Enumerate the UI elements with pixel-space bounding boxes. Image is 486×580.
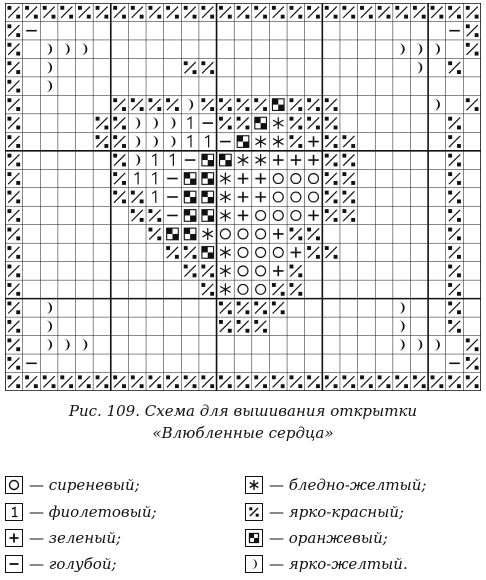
- legend-text: — бледно-желтый;: [269, 476, 427, 494]
- legend-item-orange: [245, 529, 388, 547]
- legend-text: — голубой;: [29, 555, 117, 573]
- symbol-legend: [0, 470, 486, 578]
- embroidery-scheme-grid: [5, 3, 481, 391]
- legend-item-bright-red: [245, 503, 404, 521]
- legend-text: — ярко-желтый.: [269, 555, 408, 573]
- circle-symbol-icon: [5, 476, 23, 494]
- legend-item-green: [5, 529, 121, 547]
- plus-symbol-icon: [5, 529, 23, 547]
- legend-text: — ярко-красный;: [269, 503, 405, 521]
- legend-item-blue: [5, 555, 117, 573]
- one-symbol-icon: [5, 503, 23, 521]
- star-symbol-icon: [245, 476, 263, 494]
- legend-item-bright-yellow: [245, 555, 408, 573]
- x-symbol-icon: [245, 503, 263, 521]
- caption-line-2: «Влюбленные сердца»: [152, 424, 334, 442]
- legend-text: — сиреневый;: [29, 476, 140, 494]
- moon-symbol-icon: [245, 555, 263, 573]
- square-symbol-icon: [245, 529, 263, 547]
- legend-item-violet: [5, 503, 157, 521]
- dash-symbol-icon: [5, 555, 23, 573]
- legend-item-pale-yellow: [245, 476, 426, 494]
- legend-text: — оранжевый;: [269, 529, 388, 547]
- legend-text: — зеленый;: [29, 529, 122, 547]
- legend-text: — фиолетовый;: [29, 503, 157, 521]
- caption-line-1: Рис. 109. Схема для вышивания открытки: [68, 402, 418, 420]
- figure-caption: [0, 400, 486, 444]
- legend-item-lilac: [5, 476, 140, 494]
